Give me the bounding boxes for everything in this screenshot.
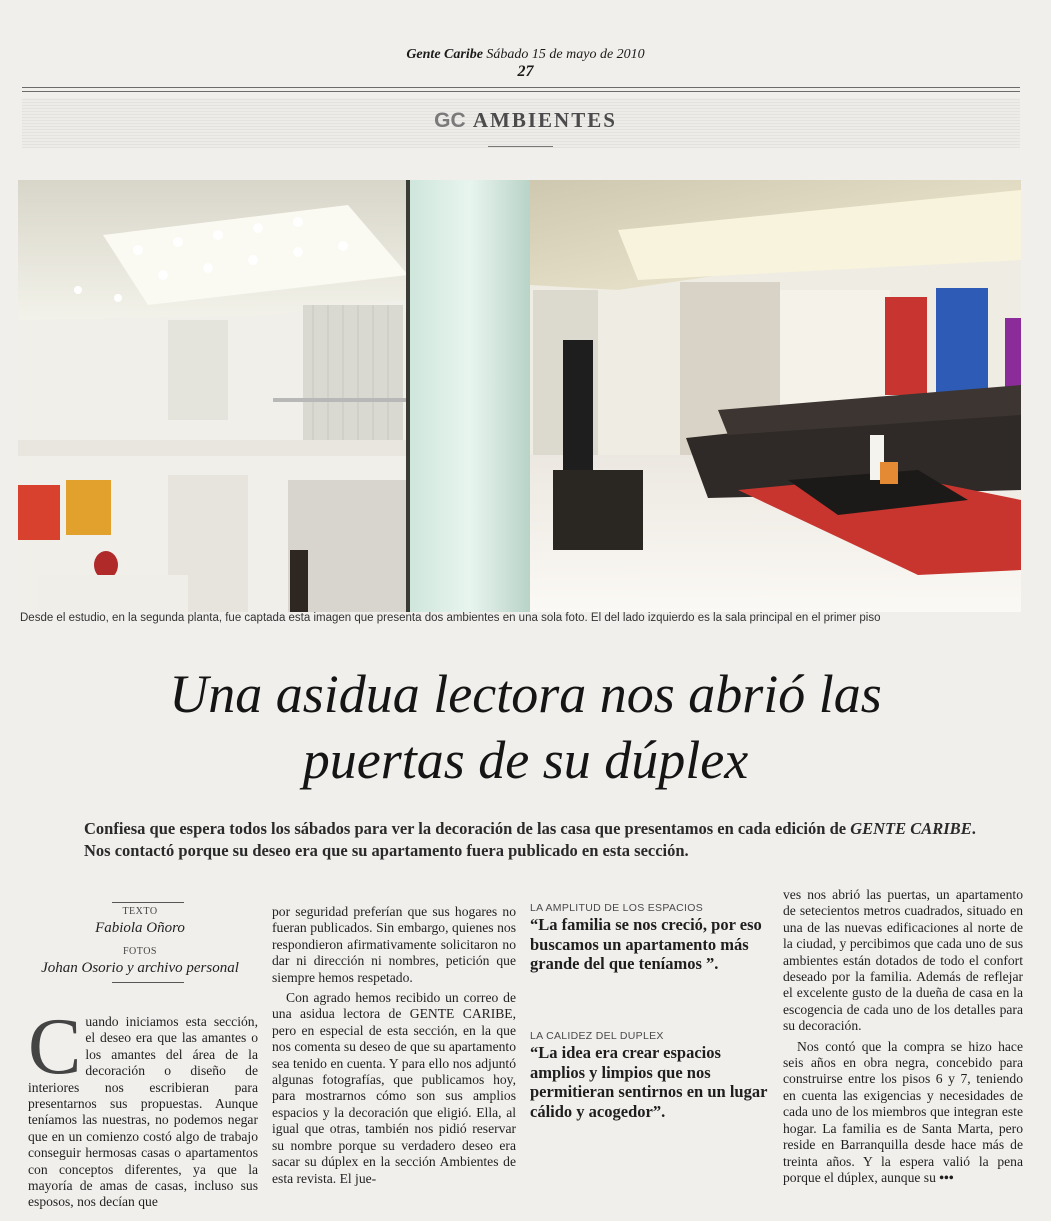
painting-1 xyxy=(885,297,927,395)
pullquote-2: “La idea era crear espacios amplios y limpios que nos permitieran sentirnos en un lugar cálido y acogedor”. xyxy=(530,1043,768,1121)
section-logo: GC xyxy=(434,109,466,132)
pullquote-label-1: LA AMPLITUD DE LOS ESPACIOS xyxy=(530,902,704,914)
white-sofa xyxy=(38,575,188,612)
sculpture-vase xyxy=(290,550,308,612)
col4-paragraph-1: ves nos abrió las puertas, un apartamento de setecientos metros cuadrados, situado en una de las nuevas edificaciones al norte de la ciudad, y percibimos que cada uno de sus ambientes están dotados de todo el confort deseado por la familia. Además de reflejar el excelente gusto de la dueña de casa en la escogencia de cada uno de los detalles para su decoración. xyxy=(783,887,1023,1034)
mezzanine-edge xyxy=(18,440,408,456)
headline-line-1: Una asidua lectora nos abrió las xyxy=(169,664,882,724)
glass-column xyxy=(410,180,530,612)
credit-author: Fabiola Oñoro xyxy=(95,920,185,936)
standfirst xyxy=(84,818,984,862)
red-painting xyxy=(18,485,60,540)
credit-photo-label: FOTOS xyxy=(123,946,157,957)
table-decor xyxy=(880,462,898,484)
interior-photo-illustration xyxy=(18,180,1021,612)
col2-paragraph-2: Con agrado hemos recibido un correo de una asidua lectora de GENTE CARIBE, pero en especial de esta sección, en la que nos comenta su deseo de que su apartamento sea tenido en cuenta. Y para ello nos adjuntó algunas fotografías, que publicamos hoy, para mostrarnos cómo son sus amplios espacios y la decoración que eligió. Ella, al igual que otras, también nos pidió reservar su nombre porque su verdadero deseo era sacar su dúplex en la sección Ambientes de esta revista. El jue- xyxy=(272,990,516,1186)
header-rule xyxy=(22,87,1020,88)
col2-paragraph-1: por seguridad preferían que sus hogares no fueran publicados. Sin embargo, quienes nos respondieron afirmativamente solicitaron no dar ni dirección ni nombres, petición que siempre hemos respetado. xyxy=(272,904,516,985)
standfirst-text-1: Confiesa que espera todos los sábados para ver la decoración de las casa que presentamos en cada edición de xyxy=(84,819,847,838)
painting-3 xyxy=(1005,318,1021,388)
continued-marker: ••• xyxy=(939,1169,954,1185)
credit-photographer: Johan Osorio y archivo personal xyxy=(41,960,239,976)
balcony-rail xyxy=(273,398,408,402)
standfirst-magazine: GENTE CARIBE xyxy=(850,819,972,838)
publication-name: Gente Caribe xyxy=(406,47,483,62)
dropcap: C xyxy=(28,1003,82,1091)
left-window xyxy=(168,320,228,420)
pullquote-1: “La familia se nos creció, por eso buscamos un apartamento más grande del que teníamos ”. xyxy=(530,915,762,973)
body-column-1 xyxy=(28,1003,258,1211)
standfirst-text-2: . Nos contactó porque su deseo era que su apartamento fuera publicado en esta sección. xyxy=(84,819,976,860)
pullquote-label-2: LA CALIDEZ DEL DUPLEX xyxy=(530,1030,664,1042)
credit-rule-top xyxy=(112,902,184,903)
section-underline xyxy=(488,146,553,147)
photo-caption: Desde el estudio, en la segunda planta, fue captada esta imagen que presenta dos ambientes en una sola foto. El del lado izquierdo es la sala principal en el primer piso xyxy=(20,612,881,624)
glass-divider xyxy=(406,180,410,612)
interior-photo xyxy=(18,180,1021,612)
body-column-2 xyxy=(272,904,516,1187)
section-label xyxy=(0,108,1051,133)
tv-console xyxy=(553,470,643,550)
body-column-4 xyxy=(783,887,1023,1186)
credit-rule-bottom xyxy=(112,982,184,983)
tv-screen xyxy=(563,340,593,490)
header-rule-double xyxy=(22,91,1020,92)
col1-paragraph-1: uando iniciamos esta sección, el deseo era que las amantes o los amantes del área de la decoración o diseño de interiores nos escribieran para presentarnos sus propuestas. Aunque teníamos las nuestras, no podemos negar que en un comienzo costó algo de trabajo conseguir hermosas casas o apartamentos con conceptos diferentes, ya que la mayoría de amas de casas, incluso sus esposos, nos decían que xyxy=(28,1014,258,1210)
orange-painting xyxy=(66,480,111,535)
headline-line-2: puertas de su dúplex xyxy=(302,730,749,790)
section-name: AMBIENTES xyxy=(472,108,617,132)
flower-arrangement xyxy=(94,551,118,579)
page-number: 27 xyxy=(517,63,534,80)
masthead xyxy=(0,47,1051,63)
credit-text-label: TEXTO xyxy=(122,906,158,917)
issue-date: Sábado 15 de mayo de 2010 xyxy=(486,47,645,62)
col4-paragraph-2: Nos contó que la compra se hizo hace seis años en obra negra, concebido para construirse entre los pisos 6 y 7, teniendo en cuenta las exigencias y necesidades de cada uno de los miembros que integran este hogar. La familia es de Santa Marta, pero reside en Barranquilla desde hace más de treinta años. Y la espera valió la pena porque el dúplex, aunque su xyxy=(783,1038,1023,1185)
painting-2 xyxy=(936,288,988,396)
